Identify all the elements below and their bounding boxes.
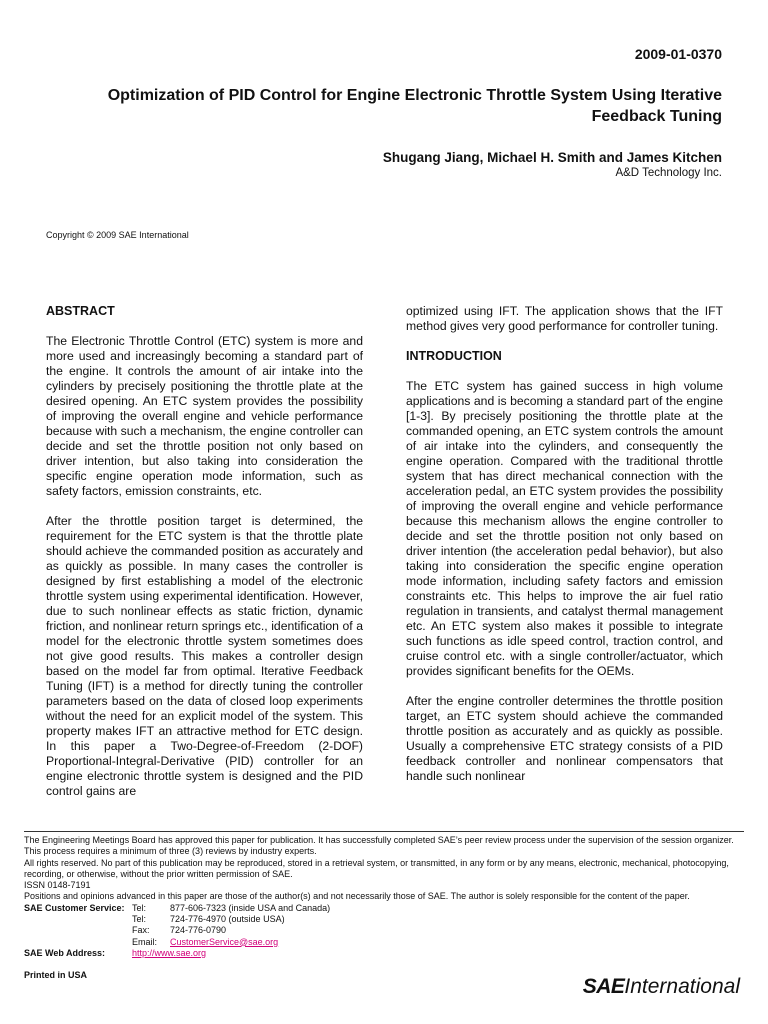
sae-international-logo xyxy=(583,975,740,999)
customer-service-row-tel2 xyxy=(24,914,738,925)
sae-logo-mark: SAE xyxy=(582,975,625,998)
footer-rights-note: All rights reserved. No part of this publication may be reproduced, stored in a retrieval system, or transmitted, in any form or by any means, electronic, mechanical, photocopying, recording, or otherwise, without the prior written permission of SAE. xyxy=(24,857,729,879)
customer-service-row-fax xyxy=(24,925,738,936)
footer-issn: ISSN 0148-7191 xyxy=(24,880,91,891)
tel-inside-usa: 877-606-7323 (inside USA and Canada) xyxy=(170,902,331,913)
footer-review-note: The Engineering Meetings Board has approved this paper for publication. It has successfully completed SAE’s peer review process under the supervision of the session organizer. This process requires a minimum of three (3) reviews by industry experts. xyxy=(24,835,734,857)
customer-service-row-tel1 xyxy=(24,903,738,914)
abstract-paragraph-1: The Electronic Throttle Control (ETC) system is more and more used and increasingly becoming a standard part of the engine. It controls the amount of air intake into the cylinders by precisely positioning the throttle plate at the desired opening. An ETC system provides the possibility of improving the overall engine and vehicle performance because with such a mechanism, the engine controller can decide and set the throttle position not only based on driver intention, but also taking into consideration the specific engine operation mode information, such as safety factors, emission constraints, etc. xyxy=(46,334,363,498)
introduction-heading: INTRODUCTION xyxy=(406,349,502,363)
tel-label: Tel: xyxy=(132,902,147,913)
fax-label: Fax: xyxy=(132,925,150,936)
printed-in-usa: Printed in USA xyxy=(24,970,88,981)
tel-label-2: Tel: xyxy=(132,914,147,925)
web-address-link[interactable]: http://www.sae.org xyxy=(132,947,207,958)
copyright-notice: Copyright © 2009 SAE International xyxy=(46,230,189,240)
web-address-label: SAE Web Address: xyxy=(24,947,106,958)
fax-number: 724-776-0790 xyxy=(170,925,227,936)
paper-title: Optimization of PID Control for Engine Electronic Throttle System Using Iterative Feedback Tuning xyxy=(107,87,722,125)
paper-number: 2009-01-0370 xyxy=(634,46,722,62)
authors: Shugang Jiang, Michael H. Smith and James Kitchen xyxy=(382,150,722,165)
abstract-continuation: optimized using IFT. The application shows that the IFT method gives very good performance for controller tuning. xyxy=(406,304,723,333)
abstract-heading: ABSTRACT xyxy=(46,304,115,318)
web-address-row xyxy=(24,948,738,959)
customer-service-row-email xyxy=(24,937,738,948)
sae-logo-wordmark: International xyxy=(624,975,740,998)
footer-positions-note: Positions and opinions advanced in this paper are those of the author(s) and not necessarily those of SAE. The author is solely responsible for the content of the paper. xyxy=(24,891,690,902)
affiliation: A&D Technology Inc. xyxy=(615,167,722,179)
abstract-paragraph-2: After the throttle position target is determined, the requirement for the ETC system is that the throttle plate should achieve the commanded position as accurately and as quickly as possible. In many cases the controller is designed by first establishing a model of the electronic throttle system using experimental identification. However, due to such nonlinear effects as static friction, dynamic friction, and nonlinear return springs etc., identification of a model for the electronic throttle system sometimes does not give good results. This makes a controller design based on the model far from optimal. Iterative Feedback Tuning (IFT) is a method for directly tuning the controller parameters based on the data of closed loop experiments without the need for an explicit model of the system. This property makes IFT an attractive method for ETC design. In this paper a Two-Degree-of-Freedom (2-DOF) Proportional-Integral-Derivative (PID) controller for an engine electronic throttle system is designed and the PID control gains are xyxy=(46,514,363,798)
introduction-paragraph-1: The ETC system has gained success in high volume applications and is becoming a standard part of the engine [1-3]. By precisely positioning the throttle plate at the commanded opening, an ETC system controls the amount of air intake into the cylinders, and consequently the engine operation. Compared with the traditional throttle system that has direct mechanical connection with the acceleration pedal, an ETC system provides the possibility of improving the overall engine and vehicle performance because this mechanism allows the engine controller to decide and set the throttle position not only based on driver intention (the acceleration pedal behavior), but also taking into consideration the specific engine operation mode information, including safety factors and emission constraints etc. This helps to improve the air fuel ratio regulation in transients, and catalyst thermal management etc. An ETC system also makes it possible to integrate such functions as idle speed control, traction control, and cruise control etc. with a single controller/actuator, which provides significant benefits for the OEMs. xyxy=(406,379,723,678)
email-label: Email: xyxy=(132,936,158,947)
footer-divider xyxy=(24,831,744,832)
footer-notes xyxy=(24,835,738,982)
introduction-paragraph-2: After the engine controller determines the throttle position target, an ETC system should achieve the commanded throttle position as accurately and as quickly as possible. Usually a comprehensive ETC strategy consists of a PID feedback controller and nonlinear compensators that handle such nonlinear xyxy=(406,694,723,783)
right-column xyxy=(406,304,723,784)
customer-service-label: SAE Customer Service: xyxy=(24,902,125,913)
email-link[interactable]: CustomerService@sae.org xyxy=(170,936,279,947)
left-column xyxy=(46,304,363,799)
tel-outside-usa: 724-776-4970 (outside USA) xyxy=(170,914,285,925)
